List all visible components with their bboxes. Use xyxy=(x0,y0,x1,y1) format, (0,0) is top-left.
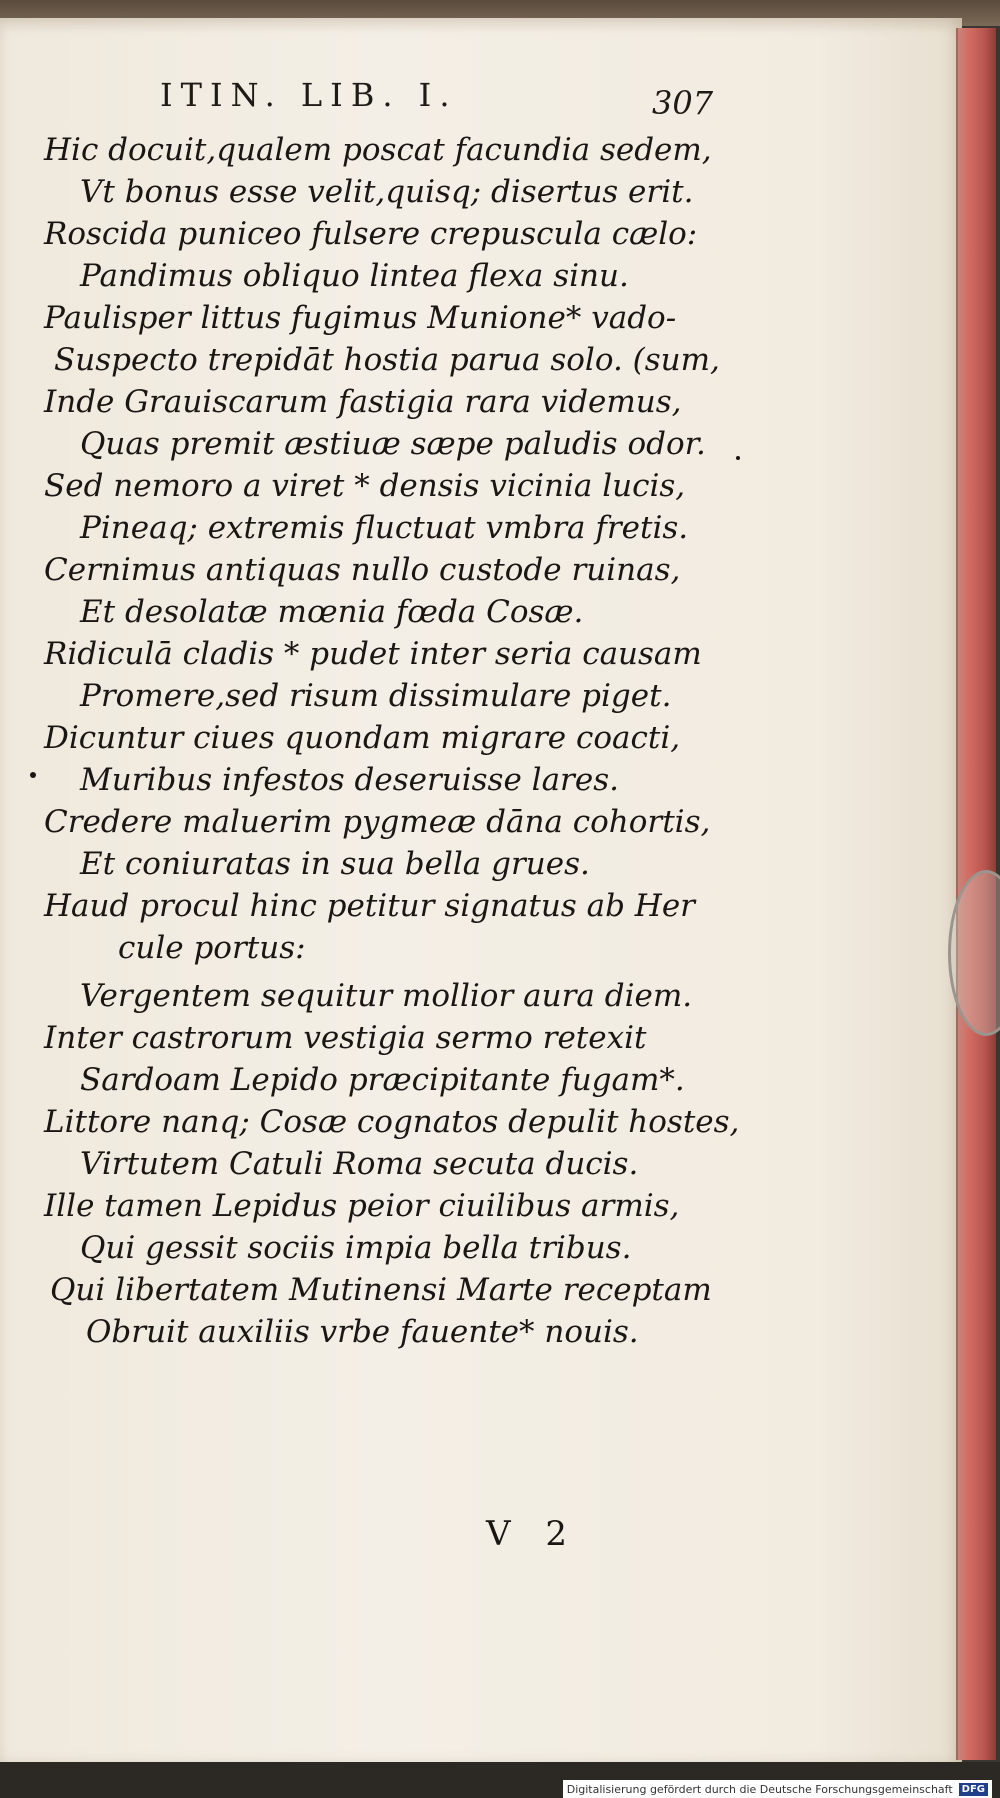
poem-line: Obruit auxiliis vrbe fauente* nouis. xyxy=(86,1314,639,1350)
watermark-text: Digitalisierung gefördert durch die Deutsche Forschungsgemeinschaft xyxy=(566,1782,953,1796)
page-header xyxy=(160,72,720,122)
poem-line: Inde Grauiscarum fastigia rara videmus, xyxy=(44,384,682,420)
ink-speck xyxy=(736,456,740,460)
poem-line: Paulisper littus fugimus Munione* vado- xyxy=(44,300,677,336)
poem-line: Haud procul hinc petitur signatus ab Her xyxy=(44,888,695,924)
poem-line: Ridiculā cladis * pudet inter seria causam xyxy=(44,636,702,672)
poem-line: Credere maluerim pygmeæ dāna cohortis, xyxy=(44,804,711,840)
poem-line: Quas premit æstiuæ sæpe paludis odor. xyxy=(80,426,706,462)
poem-line: Littore nanq; Cosæ cognatos depulit hostes, xyxy=(44,1104,740,1140)
poem-line: Cernimus antiquas nullo custode ruinas, xyxy=(44,552,681,588)
poem-line: Roscida puniceo fulsere crepuscula cælo: xyxy=(44,216,698,252)
poem-line: Hic docuit,qualem poscat facundia sedem, xyxy=(44,132,712,168)
poem-line: Vt bonus esse velit,quisq; disertus erit. xyxy=(80,174,694,210)
poem-line: Dicuntur ciues quondam migrare coacti, xyxy=(44,720,681,756)
running-head: ITIN. LIB. I. xyxy=(160,76,458,114)
poem-line: Suspecto trepidāt hostia parua solo. (sum, xyxy=(54,342,720,378)
dfg-logo: DFG xyxy=(959,1783,988,1796)
ink-speck xyxy=(30,772,36,778)
poem-line: Ille tamen Lepidus peior ciuilibus armis, xyxy=(44,1188,680,1224)
poem-line: Et desolatæ mœnia fœda Cosæ. xyxy=(80,594,584,630)
poem-line: Promere,sed risum dissimulare piget. xyxy=(80,678,672,714)
poem-line: Sardoam Lepido præcipitante fugam*. xyxy=(80,1062,685,1098)
poem-line: Qui gessit sociis impia bella tribus. xyxy=(80,1230,632,1266)
poem-line: Pandimus obliquo lintea flexa sinu. xyxy=(80,258,629,294)
digitization-watermark xyxy=(563,1780,992,1798)
poem-line: cule portus: xyxy=(118,930,306,966)
poem-line: Muribus infestos deseruisse lares. xyxy=(80,762,619,798)
poem-line: Inter castrorum vestigia sermo retexit xyxy=(44,1020,647,1056)
poem-line: Pineaq; extremis fluctuat vmbra fretis. xyxy=(80,510,689,546)
poem-line: Vergentem sequitur mollior aura diem. xyxy=(80,978,693,1014)
page-number: 307 xyxy=(652,84,714,122)
poem-line: Et coniuratas in sua bella grues. xyxy=(80,846,590,882)
poem-line: Sed nemoro a viret * densis vicinia lucis, xyxy=(44,468,686,504)
signature-mark: V 2 xyxy=(486,1514,579,1554)
poem-line: Qui libertatem Mutinensi Marte receptam xyxy=(50,1272,712,1308)
poem-line: Virtutem Catuli Roma secuta ducis. xyxy=(80,1146,639,1182)
